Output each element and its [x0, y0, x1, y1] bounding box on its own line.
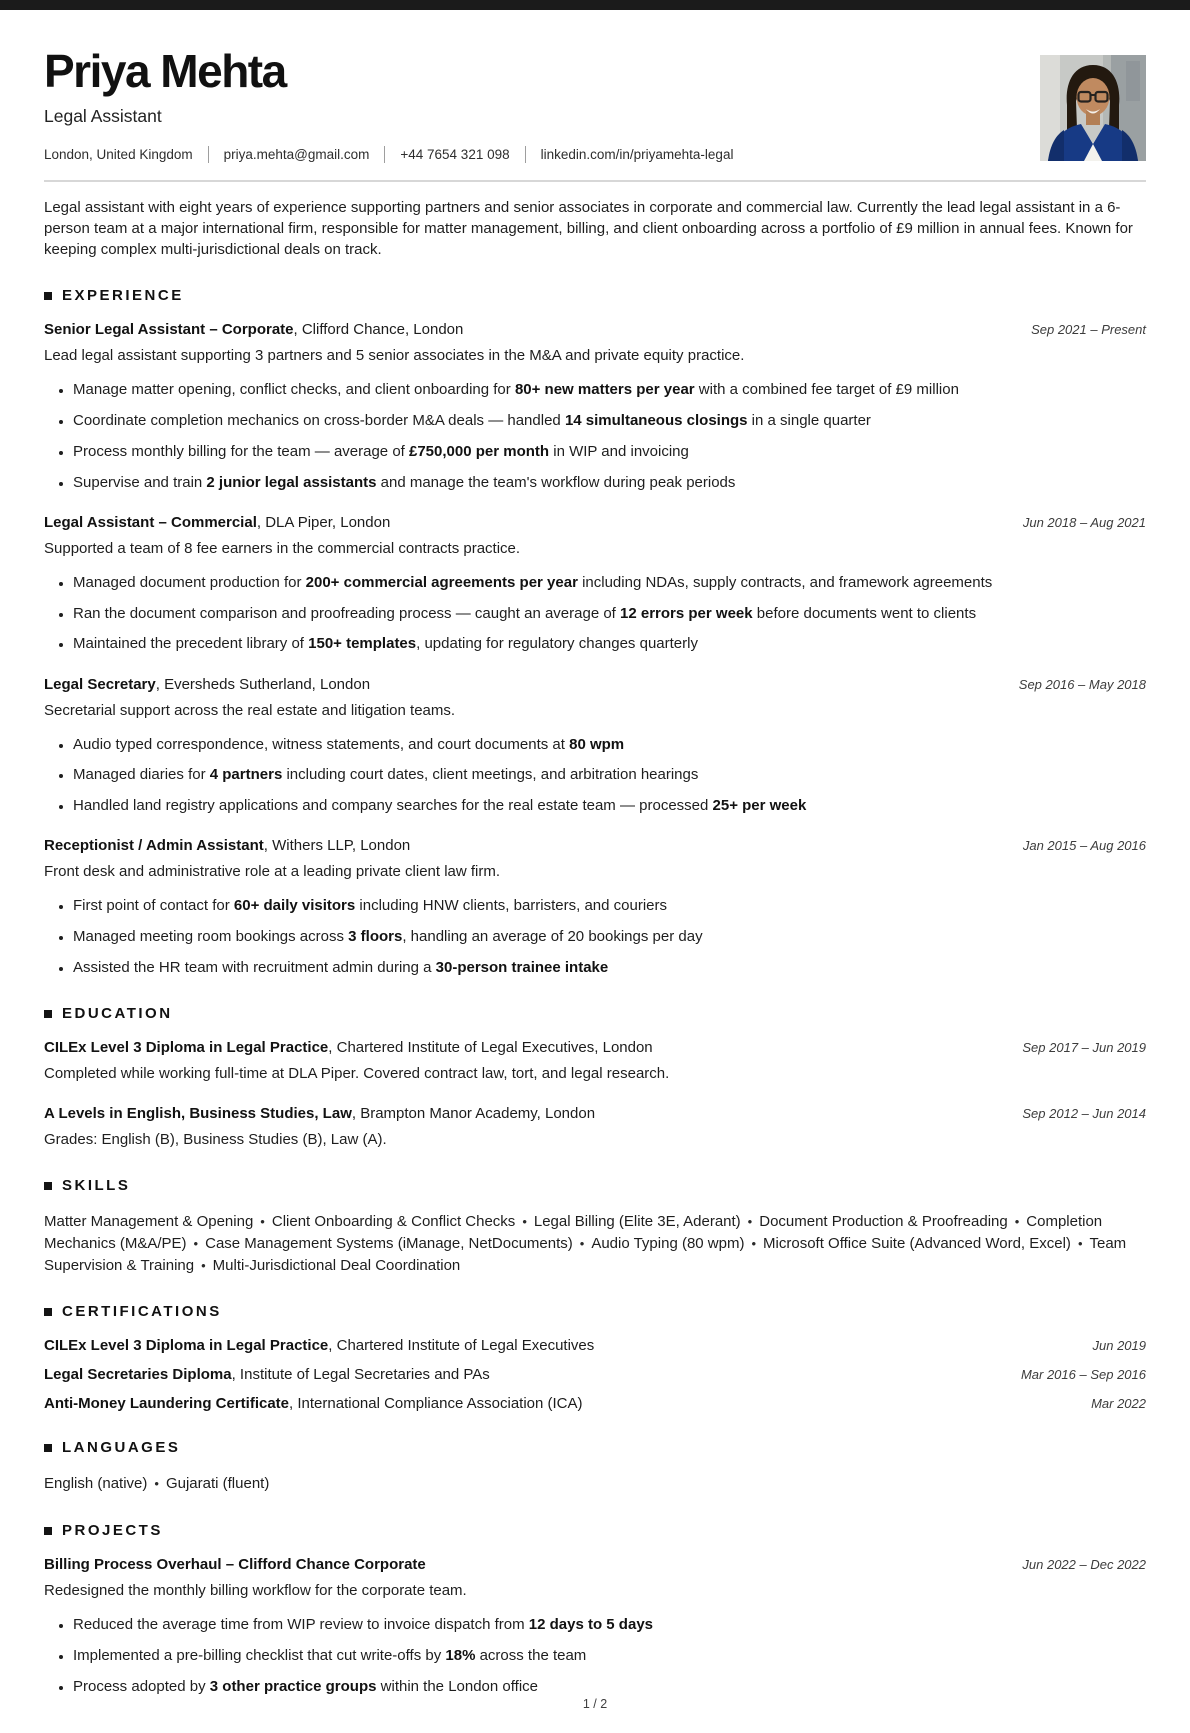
bullet-text-segment: 12 days to 5 days [528, 1616, 653, 1634]
section-heading-label: LANGUAGES [62, 1439, 181, 1457]
entry-title: Legal Assistant – Commercial [44, 513, 257, 531]
bullet-text-segment: £750,000 per month [409, 442, 550, 460]
bullet-text-segment: 25+ per week [712, 797, 807, 815]
bullet-separator: • [154, 1476, 159, 1492]
skill-item: Document Production & Proofreading [759, 1213, 1008, 1231]
contact-separator [384, 146, 385, 163]
entry-subtitle: , Clifford Chance, London [293, 321, 464, 339]
section-heading-label: EDUCATION [62, 1005, 173, 1023]
entry-subtitle: , International Compliance Association (ICA) [289, 1395, 583, 1413]
bullet-item [73, 1677, 1146, 1697]
entry-subtitle: , Withers LLP, London [263, 837, 411, 855]
bullet-separator: • [1014, 1214, 1020, 1230]
skill-item: Completion Mechanics (M&A/PE) [44, 1213, 1103, 1252]
bullet-item [73, 442, 1146, 462]
contact-item: +44 7654 321 098 [400, 146, 510, 162]
bullet-text-segment: 2 junior legal assistants [206, 473, 377, 491]
bullet-item [73, 958, 1146, 978]
entry-title-line [44, 1366, 1021, 1383]
entry-head [44, 1556, 1146, 1573]
entry-head [44, 321, 1146, 338]
bullet-text-segment: , updating for regulatory changes quarterly [416, 635, 698, 653]
entry [44, 1337, 1146, 1354]
bullet-separator: • [201, 1257, 206, 1273]
bullet-text-segment: Process adopted by [73, 1677, 210, 1695]
section-experience [44, 287, 1146, 978]
bullet-text-segment: 12 errors per week [620, 604, 753, 622]
bullet-text-segment: Audio typed correspondence, witness statements, and court documents at [73, 735, 570, 753]
bullet-separator: • [1077, 1235, 1083, 1251]
skill-item: Team Supervision & Training [44, 1234, 1127, 1274]
entry [44, 514, 1146, 655]
bullet-item [73, 1646, 1146, 1666]
bullet-text-segment: Assisted the HR team with recruitment admin during a [73, 958, 436, 976]
section-heading [44, 1439, 1146, 1456]
bullet-text-segment: 200+ commercial agreements per year [305, 573, 578, 591]
bullet-text-segment: 60+ daily visitors [233, 897, 356, 915]
entry-description: Grades: English (B), Business Studies (B), Law (A). [44, 1131, 387, 1149]
bullet-list [44, 573, 1146, 655]
entry-description: Supported a team of 8 fee earners in the commercial contracts practice. [44, 539, 521, 557]
section-heading [44, 1522, 1146, 1539]
language-item: Gujarati (fluent) [165, 1475, 270, 1493]
entry-title-line [44, 514, 1023, 531]
entry-date: Jun 2019 [1092, 1338, 1146, 1354]
header-text-block [44, 46, 1040, 163]
bullet-text-segment: across the team [475, 1646, 587, 1664]
entry-description: Front desk and administrative role at a leading private client law firm. [44, 863, 501, 881]
bullet-text-segment: Coordinate completion mechanics on cross-border M&A deals — handled [73, 412, 565, 430]
skill-item: Case Management Systems (iManage, NetDocuments) [205, 1234, 573, 1252]
bullet-separator: • [747, 1214, 753, 1230]
section-languages [44, 1439, 1146, 1495]
entry-title-line [44, 837, 1023, 854]
section-projects [44, 1522, 1146, 1697]
entry-head [44, 1105, 1146, 1122]
bullet-item [73, 473, 1146, 493]
entry-description: Secretarial support across the real estate and litigation teams. [44, 701, 456, 719]
bullet-item [73, 896, 1146, 916]
bullet-item [73, 604, 1146, 624]
bullet-text-segment: with a combined fee target of £9 million [694, 381, 959, 399]
bullet-text-segment: 18% [445, 1646, 476, 1664]
bullet-text-segment: , handling an average of 20 bookings per day [402, 928, 703, 946]
entry [44, 1556, 1146, 1697]
entry-date: Sep 2021 – Present [1031, 322, 1146, 338]
bullet-text-segment: Implemented a pre-billing checklist that cut write-offs by [73, 1646, 446, 1664]
languages-list [44, 1473, 1146, 1495]
bullet-text-segment: before documents went to clients [752, 604, 977, 622]
entry-date: Mar 2022 [1091, 1396, 1146, 1412]
entry [44, 676, 1146, 817]
entry-title: CILEx Level 3 Diploma in Legal Practice [44, 1337, 329, 1355]
bullet-text-segment: 3 other practice groups [209, 1677, 377, 1695]
entry-title-line [44, 1105, 1022, 1122]
bullet-text-segment: Process monthly billing for the team — average of [73, 442, 409, 460]
section-skills [44, 1177, 1146, 1276]
language-item: English (native) [44, 1475, 148, 1493]
entry-date: Jun 2022 – Dec 2022 [1022, 1557, 1146, 1573]
entry-title-line [44, 321, 1031, 338]
bullet-text-segment: Handled land registry applications and company searches for the real estate team — processed [73, 797, 713, 815]
bullet-item [73, 735, 1146, 755]
bullet-item [73, 927, 1146, 947]
bullet-separator: • [193, 1235, 199, 1251]
entry-date: Jan 2015 – Aug 2016 [1022, 838, 1146, 854]
contact-item: London, United Kingdom [44, 146, 193, 162]
bullet-text-segment: in WIP and invoicing [549, 442, 689, 460]
bullet-list [44, 735, 1146, 817]
bullet-list [44, 380, 1146, 493]
page-number: 1 / 2 [582, 1696, 608, 1711]
section-marker-icon [44, 1444, 52, 1452]
section-heading-label: CERTIFICATIONS [62, 1303, 222, 1321]
section-heading [44, 1177, 1146, 1194]
bullet-separator: • [751, 1235, 757, 1251]
bullet-item [73, 634, 1146, 654]
bullet-item [73, 1615, 1146, 1635]
contact-item: linkedin.com/in/priyamehta-legal [540, 146, 734, 162]
section-marker-icon [44, 1010, 52, 1018]
entry-subtitle: , Brampton Manor Academy, London [351, 1105, 596, 1123]
section-heading [44, 1005, 1146, 1022]
bullet-list [44, 896, 1146, 978]
skill-item: Matter Management & Opening [44, 1213, 254, 1231]
entry-description: Completed while working full-time at DLA Piper. Covered contract law, tort, and legal research. [44, 1065, 670, 1083]
header-divider [44, 180, 1146, 182]
bullet-text-segment: Managed meeting room bookings across [73, 928, 349, 946]
entry-title: CILEx Level 3 Diploma in Legal Practice [44, 1039, 329, 1057]
summary-paragraph: Legal assistant with eight years of experience supporting partners and senior associates in corporate and commercial law. Currently the lead legal assistant in a 6-person team at a major international firm, responsible for matter management, billing, and client onboarding across a portfolio of £9 million in annual fees. Known for keeping complex multi-jurisdictional deals on track. [44, 198, 1133, 259]
entry-title: Senior Legal Assistant – Corporate [44, 321, 294, 339]
bullet-text-segment: Maintained the precedent library of [73, 635, 309, 653]
entry [44, 1039, 1146, 1084]
entry-head [44, 514, 1146, 531]
skill-item: Multi-Jurisdictional Deal Coordination [212, 1256, 461, 1274]
entry-date: Jun 2018 – Aug 2021 [1022, 514, 1146, 530]
skills-list [44, 1211, 1146, 1276]
section-certifications [44, 1303, 1146, 1412]
bullet-item [73, 765, 1146, 785]
entry [44, 837, 1146, 978]
skill-item: Microsoft Office Suite (Advanced Word, Excel) [763, 1234, 1071, 1252]
bullet-item [73, 796, 1146, 816]
bullet-text-segment: in a single quarter [747, 412, 871, 430]
candidate-name: Priya Mehta [44, 45, 286, 97]
entry-date: Sep 2017 – Jun 2019 [1022, 1040, 1146, 1056]
top-accent-bar [0, 0, 1190, 10]
skill-item: Legal Billing (Elite 3E, Aderant) [533, 1213, 741, 1231]
entry-title-line [44, 1395, 1091, 1412]
resume-content [0, 10, 1190, 1733]
entry [44, 321, 1146, 493]
entry-description: Lead legal assistant supporting 3 partners and 5 senior associates in the M&A and private equity practice. [44, 347, 745, 365]
bullet-list [44, 1615, 1146, 1697]
bullet-item [73, 380, 1146, 400]
bullet-text-segment: including court dates, client meetings, and arbitration hearings [282, 766, 699, 784]
bullet-text-segment: 4 partners [209, 766, 283, 784]
section-heading [44, 287, 1146, 304]
section-marker-icon [44, 1527, 52, 1535]
contact-separator [208, 146, 209, 163]
entry-head [44, 1039, 1146, 1056]
bullet-text-segment: Managed diaries for [73, 766, 210, 784]
entry-title: Receptionist / Admin Assistant [44, 837, 264, 855]
entry [44, 1105, 1146, 1150]
section-heading [44, 1303, 1146, 1320]
entry-title-line [44, 1039, 1022, 1056]
bullet-text-segment: 80+ new matters per year [514, 381, 695, 399]
bullet-text-segment: 30-person trainee intake [435, 958, 609, 976]
bullet-text-segment: 80 wpm [569, 735, 625, 753]
entry-title-line [44, 1337, 1093, 1354]
skill-item: Audio Typing (80 wpm) [591, 1234, 745, 1252]
entry-subtitle: , Institute of Legal Secretaries and PAs [231, 1366, 490, 1384]
bullet-item [73, 573, 1146, 593]
entry-date: Sep 2016 – May 2018 [1018, 676, 1146, 692]
bullet-text-segment: First point of contact for [73, 897, 234, 915]
entry-title: A Levels in English, Business Studies, Law [44, 1105, 352, 1123]
bullet-text-segment: and manage the team's workflow during peak periods [376, 473, 736, 491]
bullet-text-segment: within the London office [376, 1677, 538, 1695]
entry-subtitle: , Chartered Institute of Legal Executives [328, 1337, 595, 1355]
entry-head [44, 676, 1146, 693]
entry-title-line [44, 1556, 1022, 1573]
entry-head [44, 837, 1146, 854]
contact-item: priya.mehta@gmail.com [223, 146, 370, 162]
candidate-job-title: Legal Assistant [44, 105, 162, 126]
contact-row [44, 146, 1040, 163]
entry [44, 1366, 1146, 1383]
entry-date: Sep 2012 – Jun 2014 [1022, 1106, 1146, 1122]
bullet-text-segment: including HNW clients, barristers, and couriers [355, 897, 668, 915]
skill-item: Client Onboarding & Conflict Checks [271, 1213, 516, 1231]
entry-title: Billing Process Overhaul – Clifford Chance Corporate [44, 1556, 426, 1574]
bullet-separator: • [260, 1214, 265, 1230]
profile-photo [1040, 55, 1146, 161]
entry-subtitle: , DLA Piper, London [256, 513, 391, 531]
section-heading-label: SKILLS [62, 1177, 131, 1195]
entry-description: Redesigned the monthly billing workflow for the corporate team. [44, 1582, 467, 1600]
bullet-text-segment: 14 simultaneous closings [564, 412, 748, 430]
bullet-text-segment: 3 floors [348, 928, 403, 946]
entry-title-line [44, 676, 1019, 693]
entry-head [44, 1395, 1146, 1412]
sections-root [44, 260, 1146, 1697]
entry-title: Anti-Money Laundering Certificate [44, 1395, 290, 1413]
bullet-text-segment: Ran the document comparison and proofreading process — caught an average of [73, 604, 621, 622]
bullet-text-segment: including NDAs, supply contracts, and framework agreements [577, 573, 993, 591]
section-marker-icon [44, 1308, 52, 1316]
entry-title: Legal Secretary [44, 675, 156, 693]
bullet-separator: • [522, 1214, 527, 1230]
profile-photo-illustration [1040, 55, 1146, 161]
resume-header [44, 46, 1146, 163]
section-heading-label: PROJECTS [62, 1522, 163, 1540]
bullet-text-segment: Supervise and train [73, 473, 207, 491]
entry-head [44, 1337, 1146, 1354]
bullet-text-segment: Reduced the average time from WIP review to invoice dispatch from [73, 1616, 529, 1634]
section-marker-icon [44, 1182, 52, 1190]
bullet-separator: • [579, 1235, 585, 1251]
bullet-text-segment: Managed document production for [73, 573, 306, 591]
section-education [44, 1005, 1146, 1150]
section-heading-label: EXPERIENCE [62, 287, 184, 305]
entry [44, 1395, 1146, 1412]
entry-subtitle: , Chartered Institute of Legal Executives, London [328, 1039, 653, 1057]
section-marker-icon [44, 292, 52, 300]
entry-head [44, 1366, 1146, 1383]
contact-separator [525, 146, 526, 163]
entry-subtitle: , Eversheds Sutherland, London [155, 675, 371, 693]
bullet-item [73, 411, 1146, 431]
bullet-text-segment: 150+ templates [308, 635, 417, 653]
entry-date: Mar 2016 – Sep 2016 [1020, 1367, 1146, 1383]
bullet-text-segment: Manage matter opening, conflict checks, and client onboarding for [73, 381, 515, 399]
entry-title: Legal Secretaries Diploma [44, 1366, 232, 1384]
